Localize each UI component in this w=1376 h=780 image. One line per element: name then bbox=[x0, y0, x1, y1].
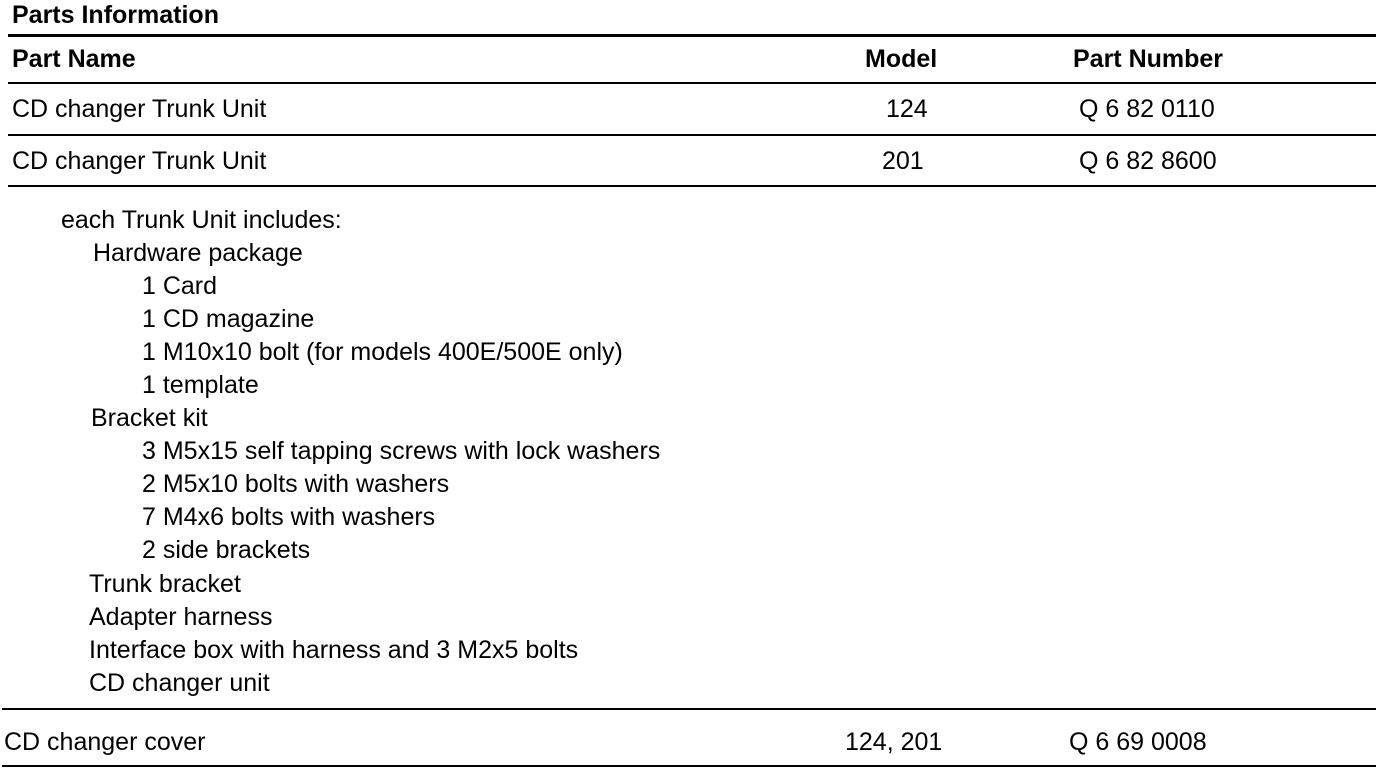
row-1-part-number: Q 6 82 0110 bbox=[1079, 95, 1215, 123]
bracket-kit-item: 2 M5x10 bolts with washers bbox=[142, 470, 450, 498]
column-header-model: Model bbox=[865, 45, 938, 73]
hardware-item: 1 M10x10 bolt (for models 400E/500E only) bbox=[142, 338, 623, 366]
other-item: CD changer unit bbox=[89, 669, 270, 697]
bracket-kit-item: 7 M4x6 bolts with washers bbox=[142, 503, 436, 531]
hardware-item: 1 CD magazine bbox=[142, 305, 315, 333]
cover-row-part-name: CD changer cover bbox=[4, 728, 206, 756]
header-bottom-rule bbox=[8, 82, 1376, 84]
column-header-part-name: Part Name bbox=[12, 45, 136, 73]
column-header-part-number: Part Number bbox=[1073, 45, 1224, 73]
row-2-rule bbox=[8, 185, 1376, 187]
header-top-rule bbox=[8, 34, 1376, 37]
hardware-package-label: Hardware package bbox=[93, 239, 303, 267]
hardware-item: 1 Card bbox=[142, 272, 218, 300]
other-item: Interface box with harness and 3 M2x5 bolts bbox=[89, 636, 579, 664]
other-item: Trunk bracket bbox=[89, 570, 241, 598]
other-item: Adapter harness bbox=[89, 603, 273, 631]
hardware-item: 1 template bbox=[142, 371, 259, 399]
section-title: Parts Information bbox=[12, 1, 219, 29]
bracket-kit-label: Bracket kit bbox=[91, 404, 208, 432]
bracket-kit-item: 3 M5x15 self tapping screws with lock washers bbox=[142, 437, 661, 465]
row-1-rule bbox=[8, 134, 1376, 136]
row-2-model: 201 bbox=[882, 147, 924, 175]
row-1-part-name: CD changer Trunk Unit bbox=[12, 95, 267, 123]
row-2-part-number: Q 6 82 8600 bbox=[1079, 147, 1217, 175]
cover-row-part-number: Q 6 69 0008 bbox=[1069, 728, 1207, 756]
cover-row-model: 124, 201 bbox=[845, 728, 943, 756]
cover-row-rule bbox=[2, 765, 1376, 767]
bracket-kit-item: 2 side brackets bbox=[142, 536, 311, 564]
includes-bottom-rule bbox=[2, 708, 1376, 710]
includes-heading: each Trunk Unit includes: bbox=[61, 206, 342, 234]
row-2-part-name: CD changer Trunk Unit bbox=[12, 147, 267, 175]
row-1-model: 124 bbox=[886, 95, 928, 123]
